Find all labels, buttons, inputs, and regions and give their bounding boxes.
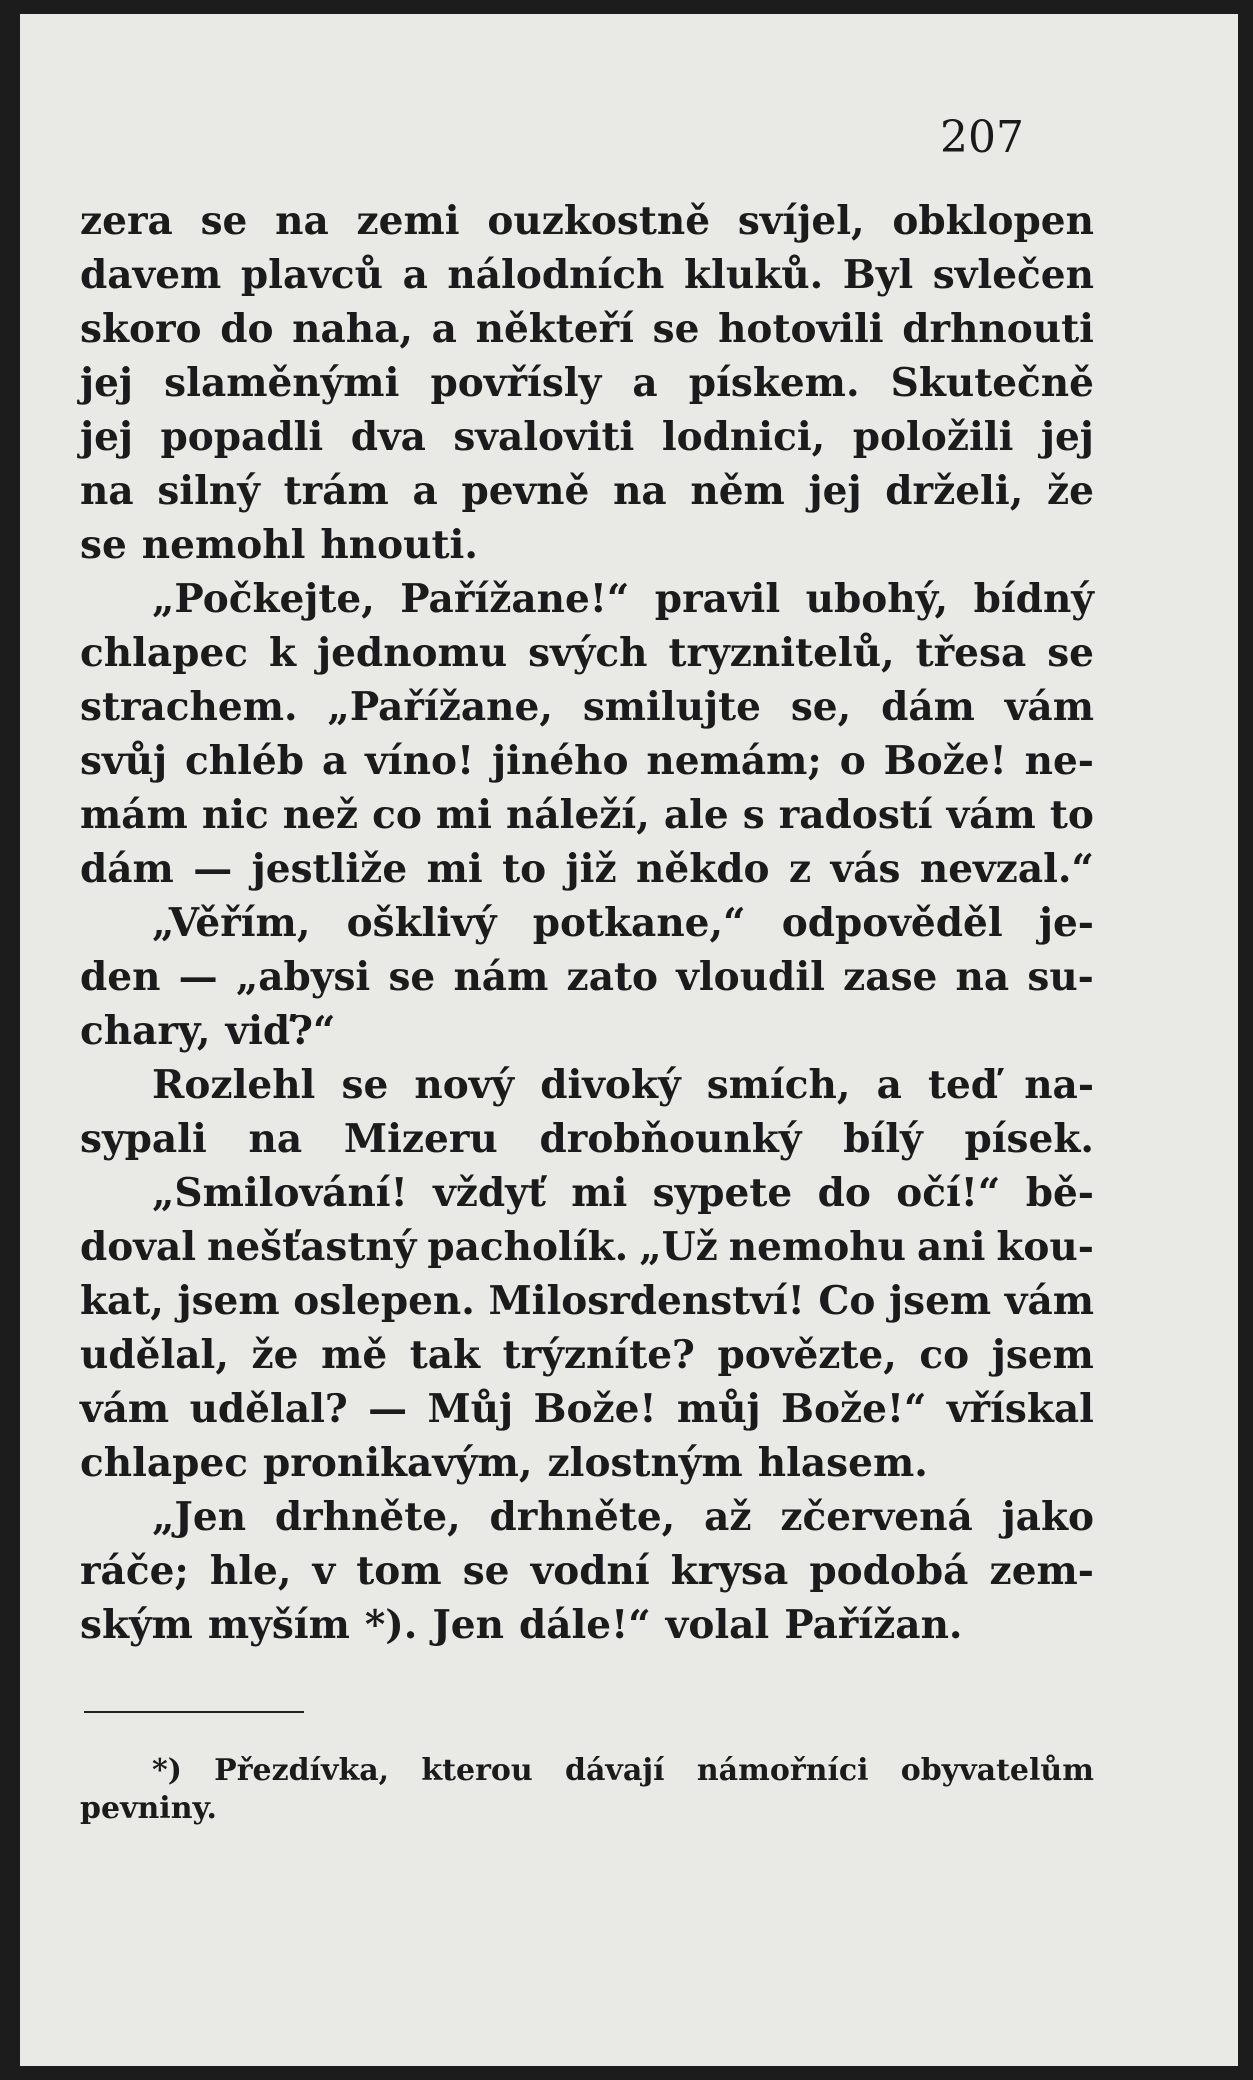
- text-line: jej popadli dva svaloviti lodnici, položili jej: [80, 414, 1094, 460]
- text-line: svůj chléb a víno! jiného nemám; o Bože! ne-: [80, 738, 1094, 784]
- text-line: „Počkejte, Pařížane!“ pravil ubohý, bídný: [152, 576, 1094, 622]
- text-line: strachem. „Pařížane, smilujte se, dám vám: [80, 684, 1094, 730]
- text-line: mám nic než co mi náleží, ale s radostí vám to: [80, 792, 1094, 838]
- text-line: den — „abysi se nám zato vloudil zase na su-: [80, 954, 1094, 1000]
- text-line: sypali na Mizeru drobňounký bílý písek.: [80, 1116, 1094, 1162]
- text-line: zera se na zemi ouzkostně svíjel, obklopen: [80, 198, 1094, 244]
- book-page: [20, 14, 1238, 2066]
- footnote-separator: [84, 1711, 304, 1713]
- text-line: Rozlehl se nový divoký smích, a teď na-: [152, 1062, 1094, 1108]
- text-line: se nemohl hnouti.: [80, 522, 478, 568]
- footnote: [80, 1752, 1094, 1828]
- text-line: „Věřím, ošklivý potkane,“ odpověděl je-: [152, 900, 1094, 946]
- text-line: skoro do naha, a někteří se hotovili drhnouti: [80, 306, 1094, 352]
- footnote-line: pevniny.: [80, 1791, 217, 1826]
- text-line: chlapec pronikavým, zlostným hlasem.: [80, 1440, 928, 1486]
- body-text: [80, 194, 1094, 1652]
- page-number: 207: [940, 112, 1024, 163]
- text-line: jej slaměnými povřísly a pískem. Skutečně: [80, 360, 1094, 406]
- footnote-line: *) Přezdívka, kterou dávají námořníci obyvatelům: [152, 1753, 1094, 1788]
- text-line: „Jen drhněte, drhněte, až zčervená jako: [152, 1494, 1094, 1540]
- text-line: dám — jestliže mi to již někdo z vás nevzal.“: [80, 846, 1094, 892]
- text-line: kat, jsem oslepen. Milosrdenství! Co jsem vám: [80, 1278, 1094, 1324]
- text-line: ským myším *). Jen dále!“ volal Pařížan.: [80, 1602, 963, 1648]
- text-line: davem plavců a nálodních kluků. Byl svlečen: [80, 252, 1094, 298]
- text-line: chary, viď?“: [80, 1008, 336, 1054]
- text-line: udělal, že mě tak trýzníte? povězte, co jsem: [80, 1332, 1094, 1378]
- text-line: na silný trám a pevně na něm jej drželi, že: [80, 468, 1094, 514]
- text-line: vám udělal? — Můj Bože! můj Bože!“ vřískal: [80, 1386, 1094, 1432]
- text-line: ráče; hle, v tom se vodní krysa podobá zem-: [80, 1548, 1094, 1594]
- text-line: „Smilování! vždyť mi sypete do očí!“ bě-: [152, 1170, 1094, 1216]
- text-line: chlapec k jednomu svých tryznitelů, třesa se: [80, 630, 1094, 676]
- text-line: doval nešťastný pacholík. „Už nemohu ani kou-: [80, 1224, 1094, 1270]
